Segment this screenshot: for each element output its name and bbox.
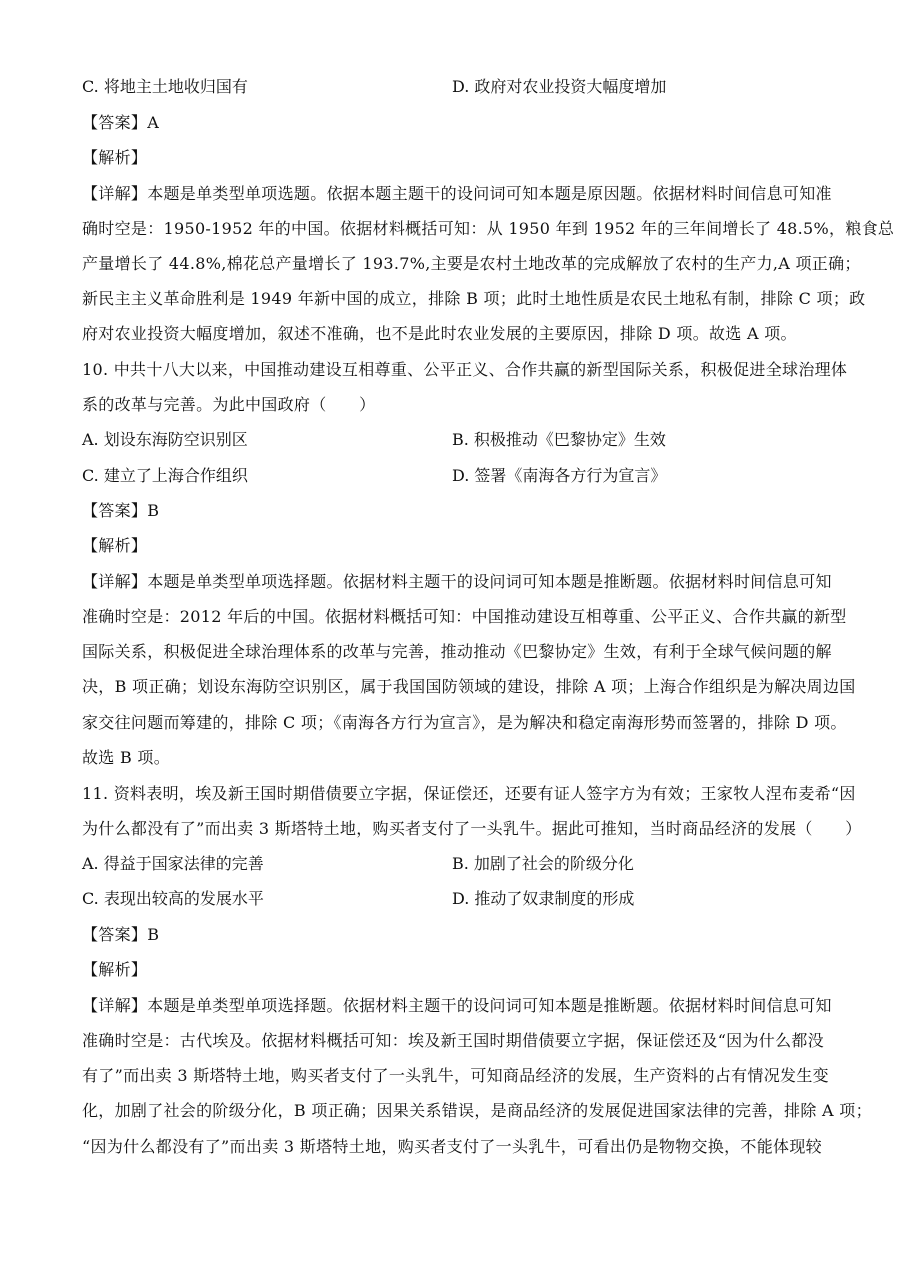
- q9-detail-line: 确时空是：1950-1952 年的中国。依据材料概括可知：从 1950 年到 1952 年的三年间增长了 48.5%，粮食总: [82, 219, 895, 238]
- q11-detail-line: 化，加剧了社会的阶级分化，B 项正确；因果关系错误，是商品经济的发展促进国家法律的完善，排除 A 项；: [82, 1101, 872, 1120]
- q9-detail-line: 新民主主义革命胜利是 1949 年新中国的成立，排除 B 项；此时土地性质是农民土地私有制，排除 C 项；政: [82, 289, 866, 308]
- q10-option-c: C. 建立了上海合作组织: [82, 466, 248, 485]
- q9-analysis-label: 【解析】: [82, 148, 148, 167]
- q10-analysis-label: 【解析】: [82, 536, 148, 555]
- q9-detail-line: 产量增长了 44.8%,棉花总产量增长了 193.7%,主要是农村土地改革的完成解放了农村的生产力,A 项正确；: [82, 254, 861, 273]
- q11-option-a: A. 得益于国家法律的完善: [82, 854, 264, 873]
- q11-analysis-label: 【解析】: [82, 960, 148, 979]
- q10-detail-line: 【详解】本题是单类型单项选择题。依据材料主题干的设问词可知本题是推断题。依据材料时间信息可知: [82, 572, 832, 591]
- q10-detail-line: 家交往问题而筹建的，排除 C 项；《南海各方行为宣言》，是为解决和稳定南海形势而签署的，排除 D 项。: [82, 713, 847, 732]
- q10-option-a: A. 划设东海防空识别区: [82, 430, 248, 449]
- q11-stem-line: 11. 资料表明，埃及新王国时期借债要立字据，保证偿还，还要有证人签字方为有效；王家牧人涅布麦希“因: [82, 784, 856, 803]
- q10-detail-line: 国际关系，积极促进全球治理体系的改革与完善，推动推动《巴黎协定》生效，有利于全球气候问题的解: [82, 642, 832, 661]
- q10-detail-line: 故选 B 项。: [82, 748, 171, 767]
- q11-option-c: C. 表现出较高的发展水平: [82, 889, 264, 908]
- q10-stem-line: 10. 中共十八大以来，中国推动建设互相尊重、公平正义、合作共赢的新型国际关系，积极促进全球治理体: [82, 360, 848, 379]
- q11-detail-line: 准确时空是：古代埃及。依据材料概括可知：埃及新王国时期借债要立字据，保证偿还及“因为什么都没: [82, 1031, 824, 1050]
- q10-option-d: D. 签署《南海各方行为宣言》: [452, 466, 667, 485]
- q11-detail-line: 【详解】本题是单类型单项选择题。依据材料主题干的设问词可知本题是推断题。依据材料时间信息可知: [82, 996, 832, 1015]
- q11-detail-line: “因为什么都没有了”而出卖 3 斯塔特土地，购买者支付了一头乳牛，可看出仍是物物交换，不能体现较: [82, 1137, 822, 1156]
- q10-option-b: B. 积极推动《巴黎协定》生效: [452, 430, 666, 449]
- q11-option-b: B. 加剧了社会的阶级分化: [452, 854, 634, 873]
- q10-answer: 【答案】B: [82, 501, 160, 520]
- q11-detail-line: 有了”而出卖 3 斯塔特土地，购买者支付了一头乳牛，可知商品经济的发展，生产资料的占有情况发生变: [82, 1066, 829, 1085]
- q9-detail-line: 【详解】本题是单类型单项选题。依据本题主题干的设问词可知本题是原因题。依据材料时间信息可知准: [82, 184, 832, 203]
- q9-option-c: C. 将地主土地收归国有: [82, 77, 248, 96]
- q10-stem-line: 系的改革与完善。为此中国政府（ ）: [82, 395, 376, 414]
- q11-answer: 【答案】B: [82, 925, 160, 944]
- q9-answer: 【答案】A: [82, 113, 160, 132]
- q9-option-d: D. 政府对农业投资大幅度增加: [452, 77, 667, 96]
- q9-detail-line: 府对农业投资大幅度增加，叙述不准确，也不是此时农业发展的主要原因，排除 D 项。故选 A 项。: [82, 324, 797, 343]
- q11-option-d: D. 推动了奴隶制度的形成: [452, 889, 635, 908]
- q10-detail-line: 决，B 项正确；划设东海防空识别区，属于我国国防领域的建设，排除 A 项；上海合作组织是为解决周边国: [82, 677, 856, 696]
- q10-detail-line: 准确时空是：2012 年后的中国。依据材料概括可知：中国推动建设互相尊重、公平正义、合作共赢的新型: [82, 607, 847, 626]
- q11-stem-line: 为什么都没有了”而出卖 3 斯塔特土地，购买者支付了一头乳牛。据此可推知，当时商品经济的发展（ ）: [82, 819, 862, 838]
